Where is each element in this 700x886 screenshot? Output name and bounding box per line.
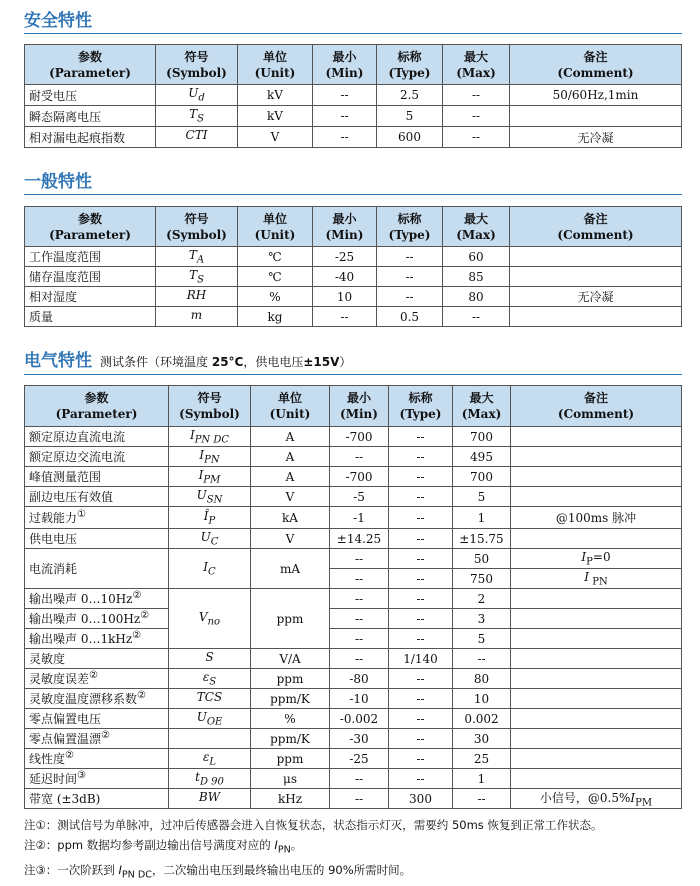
param-comment: 无冷凝	[510, 127, 682, 148]
param-name: 零点偏置电压	[25, 709, 169, 729]
table-row	[25, 106, 682, 127]
param-unit: ℃	[238, 267, 313, 287]
param-typ: 300	[389, 789, 453, 809]
param-typ: --	[389, 569, 453, 589]
param-unit: ppm/K	[251, 729, 330, 749]
param-comment: 50/60Hz,1min	[510, 85, 682, 106]
footnote-3: 注③：一次阶跃到 $I_{PN DC}$，二次输出电压到最终输出电压的 90%所需时间。	[24, 863, 412, 881]
table-row	[25, 749, 682, 769]
param-min: -700	[330, 467, 389, 487]
param-min: -1	[330, 507, 389, 529]
param-max: 80	[453, 669, 511, 689]
param-comment	[511, 589, 682, 609]
param-name: 工作温度范围	[25, 247, 156, 267]
footnote-1: 注①：测试信号为单脉冲，过冲后传感器会进入自恢复状态，状态指示灯灭，需要约 50ms 恢复到正常工作状态。	[24, 818, 603, 832]
param-comment	[511, 629, 682, 649]
param-symbol: m	[156, 307, 238, 327]
table-row	[25, 85, 682, 106]
table-row	[25, 789, 682, 809]
param-typ: --	[377, 287, 443, 307]
param-comment: $I_P=0$	[511, 549, 682, 569]
param-unit: μs	[251, 769, 330, 789]
param-comment	[511, 487, 682, 507]
table-row	[25, 769, 682, 789]
param-max: 2	[453, 589, 511, 609]
param-unit: ppm	[251, 669, 330, 689]
param-comment	[511, 447, 682, 467]
param-comment	[511, 467, 682, 487]
param-symbol: $I_{PN DC}$	[169, 427, 251, 447]
param-unit: ppm	[251, 589, 330, 649]
param-min: --	[313, 127, 377, 148]
param-unit: kV	[238, 106, 313, 127]
param-unit: kA	[251, 507, 330, 529]
param-typ: 1/140	[389, 649, 453, 669]
table-row	[25, 267, 682, 287]
param-name: 输出噪声 0…100Hz②	[25, 609, 169, 629]
test-conditions: 测试条件（环境温度 25°C，供电电压±15V）	[100, 355, 352, 369]
param-min: --	[330, 569, 389, 589]
param-min: -5	[330, 487, 389, 507]
table-row	[25, 307, 682, 327]
header-typ: 标称 (Type)	[377, 45, 443, 85]
param-min: --	[330, 649, 389, 669]
param-name: 质量	[25, 307, 156, 327]
table-row	[25, 589, 682, 609]
table-row	[25, 287, 682, 307]
table-row	[25, 507, 682, 529]
param-min: --	[330, 609, 389, 629]
param-comment	[510, 106, 682, 127]
header-symbol: 符号 (Symbol)	[156, 45, 238, 85]
param-unit: V/A	[251, 649, 330, 669]
section-title-safety: 安全特性	[24, 11, 92, 31]
param-min: --	[313, 307, 377, 327]
param-max: --	[443, 307, 510, 327]
param-unit: kg	[238, 307, 313, 327]
section-rule	[24, 33, 682, 34]
param-max: 5	[453, 487, 511, 507]
param-unit: %	[251, 709, 330, 729]
param-typ: --	[389, 427, 453, 447]
header-comment: 备注 (Comment)	[511, 386, 682, 427]
header-typ: 标称 (Type)	[377, 207, 443, 247]
param-name: 灵敏度	[25, 649, 169, 669]
param-comment: I $_{PN}$	[511, 569, 682, 589]
param-min: --	[330, 789, 389, 809]
param-max: 25	[453, 749, 511, 769]
electrical-table	[24, 385, 682, 809]
section-rule	[24, 374, 682, 375]
param-name: 瞬态隔离电压	[25, 106, 156, 127]
param-comment	[511, 729, 682, 749]
header-unit: 单位 (Unit)	[238, 207, 313, 247]
param-typ: --	[389, 529, 453, 549]
param-symbol: $U_{SN}$	[169, 487, 251, 507]
param-name: 灵敏度误差②	[25, 669, 169, 689]
param-name: 过载能力①	[25, 507, 169, 529]
header-unit: 单位 (Unit)	[238, 45, 313, 85]
param-comment	[510, 267, 682, 287]
param-name: 耐受电压	[25, 85, 156, 106]
param-name: 供电电压	[25, 529, 169, 549]
param-min: -10	[330, 689, 389, 709]
param-typ: --	[389, 467, 453, 487]
param-min: --	[330, 589, 389, 609]
param-max: 80	[443, 287, 510, 307]
section-rule	[24, 194, 682, 195]
param-comment: 无冷凝	[510, 287, 682, 307]
param-typ: --	[377, 247, 443, 267]
table-row	[25, 709, 682, 729]
param-name: 储存温度范围	[25, 267, 156, 287]
header-min: 最小 (Min)	[313, 207, 377, 247]
footnotes	[24, 815, 602, 886]
table-row	[25, 729, 682, 749]
param-max: 50	[453, 549, 511, 569]
param-unit: kV	[238, 85, 313, 106]
param-min: -30	[330, 729, 389, 749]
param-unit: ppm	[251, 749, 330, 769]
param-symbol: $t_{D 90}$	[169, 769, 251, 789]
param-typ: --	[389, 447, 453, 467]
param-min: -0.002	[330, 709, 389, 729]
param-min: --	[313, 106, 377, 127]
header-parameter: 参数 (Parameter)	[25, 207, 156, 247]
table-row	[25, 447, 682, 467]
header-comment: 备注 (Comment)	[510, 207, 682, 247]
param-unit: V	[251, 487, 330, 507]
table-row	[25, 609, 682, 629]
param-max: ±15.75	[453, 529, 511, 549]
param-max: --	[443, 127, 510, 148]
param-max: 10	[453, 689, 511, 709]
footnote-2: 注②：ppm 数据均参考副边输出信号满度对应的 $I_{PN}$。	[24, 838, 303, 856]
param-typ: --	[389, 589, 453, 609]
param-comment	[511, 709, 682, 729]
param-symbol: $\varepsilon_L$	[169, 749, 251, 769]
section-title-electrical: 电气特性 测试条件（环境温度 25°C，供电电压±15V）	[24, 351, 352, 371]
param-max: --	[443, 106, 510, 127]
param-comment	[511, 529, 682, 549]
param-typ: --	[389, 729, 453, 749]
param-max: 700	[453, 427, 511, 447]
table-row	[25, 127, 682, 148]
param-max: 85	[443, 267, 510, 287]
param-typ: --	[389, 507, 453, 529]
param-unit: mA	[251, 549, 330, 589]
param-name: 输出噪声 0…1kHz②	[25, 629, 169, 649]
param-max: 60	[443, 247, 510, 267]
param-min: ±14.25	[330, 529, 389, 549]
param-unit: ℃	[238, 247, 313, 267]
param-max: 0.002	[453, 709, 511, 729]
param-symbol: CTI	[156, 127, 238, 148]
param-symbol: $\varepsilon_S$	[169, 669, 251, 689]
param-typ: --	[377, 267, 443, 287]
param-symbol: $U_{OE}$	[169, 709, 251, 729]
param-max: 1	[453, 769, 511, 789]
param-max: 495	[453, 447, 511, 467]
header-parameter: 参数 (Parameter)	[25, 45, 156, 85]
param-typ: 0.5	[377, 307, 443, 327]
header-symbol: 符号 (Symbol)	[169, 386, 251, 427]
param-min: -700	[330, 427, 389, 447]
param-name: 额定原边交流电流	[25, 447, 169, 467]
section-title-general: 一般特性	[24, 172, 92, 192]
param-symbol: $T_A$	[156, 247, 238, 267]
param-typ: --	[389, 629, 453, 649]
table-row	[25, 549, 682, 569]
param-comment	[511, 609, 682, 629]
header-typ: 标称 (Type)	[389, 386, 453, 427]
param-comment	[511, 749, 682, 769]
param-symbol: $I_{PM}$	[169, 467, 251, 487]
param-symbol: $T_S$	[156, 106, 238, 127]
param-min: --	[330, 629, 389, 649]
param-name: 相对湿度	[25, 287, 156, 307]
param-unit: ppm/K	[251, 689, 330, 709]
param-min: -80	[330, 669, 389, 689]
safety-table	[24, 44, 682, 148]
general-table	[24, 206, 682, 327]
param-max: 3	[453, 609, 511, 629]
param-typ: --	[389, 549, 453, 569]
param-comment	[510, 247, 682, 267]
param-symbol: RH	[156, 287, 238, 307]
param-unit: A	[251, 447, 330, 467]
param-min: --	[330, 549, 389, 569]
header-max: 最大 (Max)	[443, 45, 510, 85]
param-min: -25	[313, 247, 377, 267]
table-row	[25, 649, 682, 669]
param-name: 峰值测量范围	[25, 467, 169, 487]
param-symbol: $Î_P$	[169, 507, 251, 529]
param-name: 额定原边直流电流	[25, 427, 169, 447]
param-name: 电流消耗	[25, 549, 169, 589]
param-name: 输出噪声 0…10Hz②	[25, 589, 169, 609]
param-comment	[511, 427, 682, 447]
header-comment: 备注 (Comment)	[510, 45, 682, 85]
param-symbol: $U_C$	[169, 529, 251, 549]
param-min: -25	[330, 749, 389, 769]
param-symbol: $U_d$	[156, 85, 238, 106]
param-max: --	[453, 789, 511, 809]
param-comment: 小信号，$@0.5\%I_{PM}$	[511, 789, 682, 809]
param-max: 30	[453, 729, 511, 749]
header-min: 最小 (Min)	[330, 386, 389, 427]
param-typ: 600	[377, 127, 443, 148]
param-name: 带宽 (±3dB)	[25, 789, 169, 809]
param-typ: --	[389, 487, 453, 507]
param-comment	[511, 689, 682, 709]
param-typ: --	[389, 689, 453, 709]
param-comment	[511, 649, 682, 669]
param-symbol: $V_{no}$	[169, 589, 251, 649]
param-name: 线性度②	[25, 749, 169, 769]
param-comment	[511, 669, 682, 689]
header-unit: 单位 (Unit)	[251, 386, 330, 427]
param-unit: kHz	[251, 789, 330, 809]
param-typ: --	[389, 709, 453, 729]
table-row	[25, 467, 682, 487]
param-symbol: TCS	[169, 689, 251, 709]
param-symbol	[169, 729, 251, 749]
param-symbol: BW	[169, 789, 251, 809]
param-symbol: $T_S$	[156, 267, 238, 287]
param-comment	[511, 769, 682, 789]
param-typ: 2.5	[377, 85, 443, 106]
header-min: 最小 (Min)	[313, 45, 377, 85]
param-min: -40	[313, 267, 377, 287]
param-symbol: $I_{PN}$	[169, 447, 251, 467]
param-min: --	[330, 447, 389, 467]
param-typ: --	[389, 609, 453, 629]
param-comment	[510, 307, 682, 327]
table-row	[25, 247, 682, 267]
param-typ: --	[389, 669, 453, 689]
table-row	[25, 529, 682, 549]
param-comment: @100ms 脉冲	[511, 507, 682, 529]
table-row	[25, 487, 682, 507]
table-row	[25, 427, 682, 447]
param-name: 延迟时间③	[25, 769, 169, 789]
param-name: 相对漏电起痕指数	[25, 127, 156, 148]
header-symbol: 符号 (Symbol)	[156, 207, 238, 247]
param-symbol: $I_C$	[169, 549, 251, 589]
table-row	[25, 689, 682, 709]
param-unit: %	[238, 287, 313, 307]
param-max: 5	[453, 629, 511, 649]
param-min: 10	[313, 287, 377, 307]
param-max: --	[443, 85, 510, 106]
header-parameter: 参数 (Parameter)	[25, 386, 169, 427]
param-min: --	[330, 769, 389, 789]
param-unit: A	[251, 427, 330, 447]
param-name: 灵敏度温度漂移系数②	[25, 689, 169, 709]
param-typ: --	[389, 769, 453, 789]
param-unit: V	[251, 529, 330, 549]
table-row	[25, 669, 682, 689]
param-max: --	[453, 649, 511, 669]
param-unit: A	[251, 467, 330, 487]
header-max: 最大 (Max)	[453, 386, 511, 427]
param-typ: 5	[377, 106, 443, 127]
param-unit: V	[238, 127, 313, 148]
param-max: 750	[453, 569, 511, 589]
param-min: --	[313, 85, 377, 106]
param-symbol: S	[169, 649, 251, 669]
table-row	[25, 629, 682, 649]
param-max: 1	[453, 507, 511, 529]
param-name: 零点偏置温漂②	[25, 729, 169, 749]
param-typ: --	[389, 749, 453, 769]
param-name: 副边电压有效值	[25, 487, 169, 507]
header-max: 最大 (Max)	[443, 207, 510, 247]
param-max: 700	[453, 467, 511, 487]
